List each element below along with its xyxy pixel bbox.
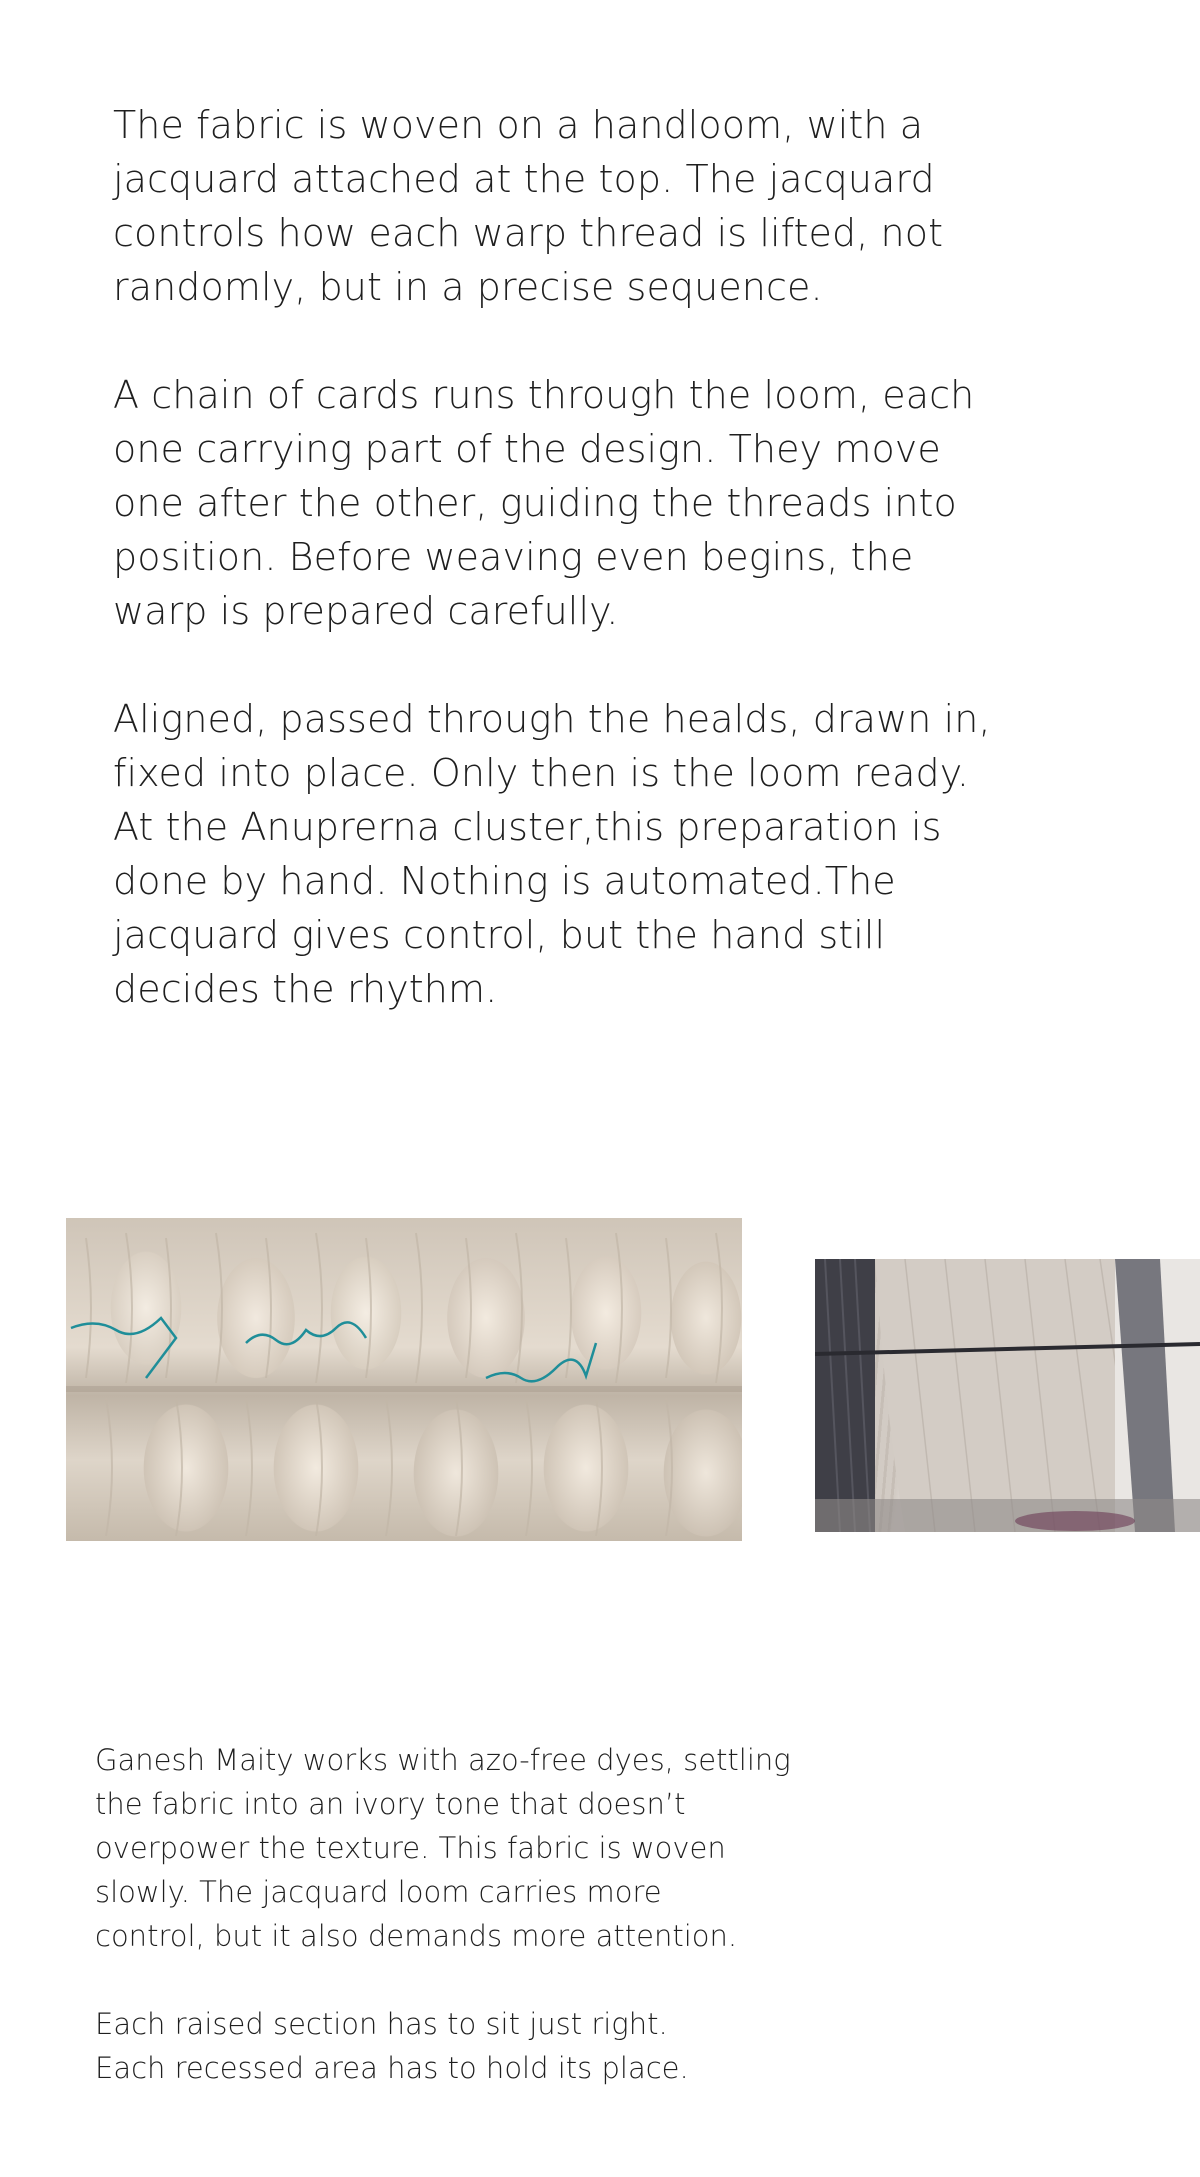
warp-threads-illustration bbox=[815, 1259, 1200, 1532]
text-line: controls how each warp thread is lifted, not bbox=[113, 211, 944, 255]
outro-paragraph-1 bbox=[95, 1738, 855, 1958]
text-line: overpower the texture. This fabric is woven bbox=[95, 1831, 726, 1865]
text-line: done by hand. Nothing is automated.The bbox=[113, 859, 896, 903]
text-line: randomly, but in a precise sequence. bbox=[113, 265, 823, 309]
text-line: The fabric is woven on a handloom, with a bbox=[113, 103, 924, 147]
text-line: Each recessed area has to hold its place. bbox=[95, 2051, 689, 2085]
intro-paragraph-3 bbox=[113, 692, 993, 1016]
text-line: the fabric into an ivory tone that doesn’t bbox=[95, 1787, 686, 1821]
warp-threads-photo bbox=[815, 1259, 1200, 1532]
yarn-bundles-photo bbox=[66, 1218, 742, 1541]
text-line: Aligned, passed through the healds, drawn in, bbox=[113, 697, 991, 741]
yarn-bundles-illustration bbox=[66, 1218, 742, 1541]
text-line: Ganesh Maity works with azo-free dyes, settling bbox=[95, 1743, 791, 1777]
text-line: warp is prepared carefully. bbox=[113, 589, 619, 633]
text-line: one carrying part of the design. They move bbox=[113, 427, 941, 471]
text-line: control, but it also demands more attention. bbox=[95, 1919, 738, 1953]
intro-paragraph-1 bbox=[113, 98, 993, 314]
outro-text-block bbox=[95, 1738, 855, 2090]
text-line: one after the other, guiding the threads into bbox=[113, 481, 957, 525]
text-line: jacquard gives control, but the hand still bbox=[113, 913, 886, 957]
text-line: A chain of cards runs through the loom, each bbox=[113, 373, 975, 417]
text-line: fixed into place. Only then is the loom ready. bbox=[113, 751, 970, 795]
intro-text-block bbox=[113, 98, 993, 1016]
text-line: position. Before weaving even begins, the bbox=[113, 535, 914, 579]
intro-paragraph-2 bbox=[113, 368, 993, 638]
text-line: slowly. The jacquard loom carries more bbox=[95, 1875, 662, 1909]
text-line: Each raised section has to sit just right. bbox=[95, 2007, 668, 2041]
text-line: jacquard attached at the top. The jacquard bbox=[113, 157, 935, 201]
text-line: decides the rhythm. bbox=[113, 967, 498, 1011]
outro-paragraph-2 bbox=[95, 2002, 855, 2090]
text-line: At the Anuprerna cluster,this preparation is bbox=[113, 805, 942, 849]
